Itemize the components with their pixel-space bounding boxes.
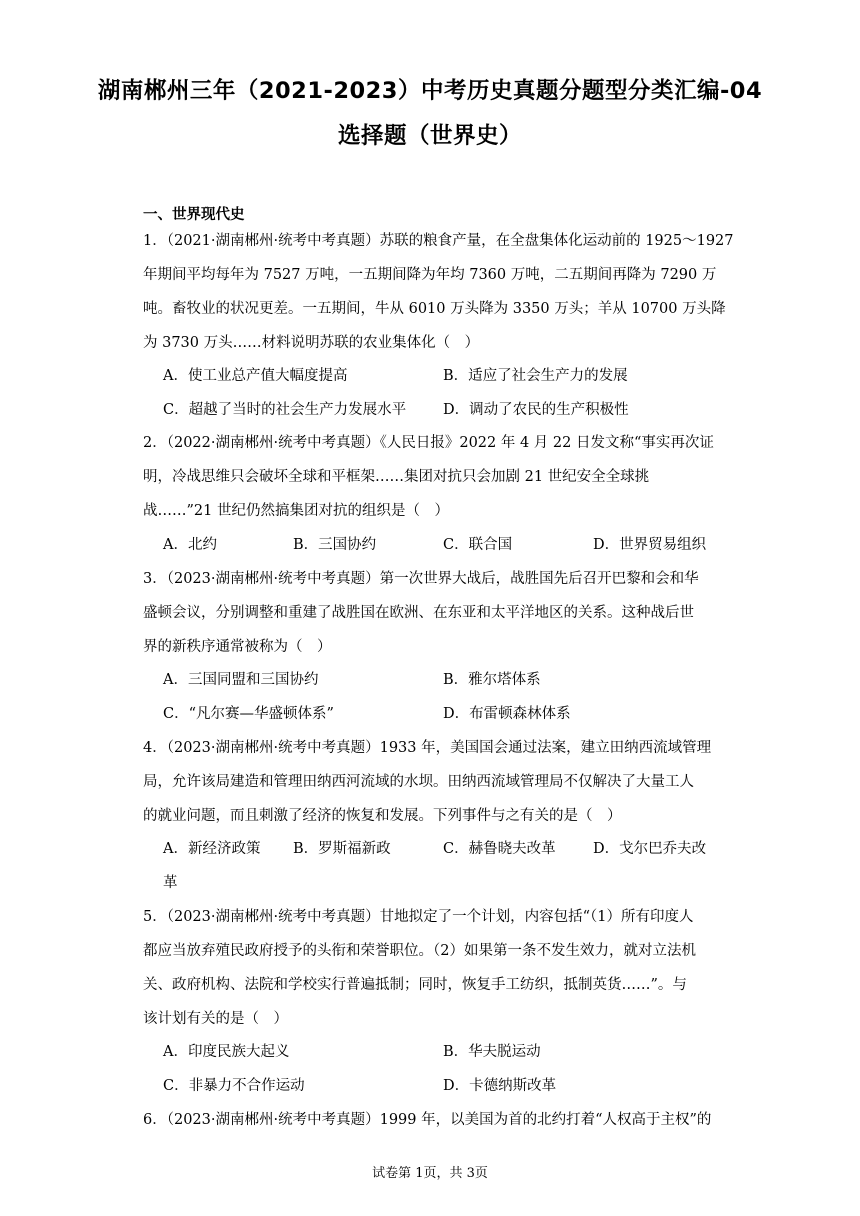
section-heading: 一、世界现代史	[143, 207, 245, 223]
question-4-option-c: C．赫鲁晓夫改革	[443, 841, 556, 857]
question-1-option-a: A．使工业总产值大幅度提高	[163, 368, 348, 384]
question-1-line-2: 年期间平均每年为 7527 万吨，一五期间降为年均 7360 万吨，二五期间再降为 7290 万	[143, 267, 717, 283]
question-5-option-c: C．非暴力不合作运动	[163, 1078, 305, 1094]
question-4-line-3: 的就业问题，而且刺激了经济的恢复和发展。下列事件与之有关的是（ ）	[143, 808, 622, 824]
question-4-option-b: B．罗斯福新政	[293, 841, 391, 857]
question-5-option-b: B．华夫脱运动	[443, 1044, 541, 1060]
question-1-line-3: 吨。畜牧业的状况更差。一五期间，牛从 6010 万头降为 3350 万头；羊从 10700 万头降	[143, 301, 726, 317]
question-2-line-3: 战……”21 世纪仍然搞集团对抗的组织是（ ）	[143, 503, 449, 519]
question-3-line-3: 界的新秩序通常被称为（ ）	[143, 639, 332, 655]
question-4-option-d-wrap: 革	[163, 875, 178, 891]
question-2-option-a: A．北约	[163, 537, 217, 553]
question-3-option-c: C．“凡尔赛—华盛顿体系”	[163, 706, 334, 722]
question-2-line-1: 2．（2022·湖南郴州·统考中考真题）《人民日报》2022 年 4 月 22 日发文称“事实再次证	[143, 435, 714, 451]
question-5-line-4: 该计划有关的是（ ）	[143, 1011, 288, 1027]
page-footer: 试卷第 1页，共 3页	[372, 1166, 488, 1181]
document-title-line1: 湖南郴州三年（2021-2023）中考历史真题分题型分类汇编-04	[97, 78, 763, 104]
question-1-option-c: C．超越了当时的社会生产力发展水平	[163, 402, 407, 418]
question-2-option-b: B．三国协约	[293, 537, 377, 553]
question-4-line-2: 局，允许该局建造和管理田纳西河流域的水坝。田纳西流域管理局不仅解决了大量工人	[143, 774, 694, 790]
question-6-line-1: 6．（2023·湖南郴州·统考中考真题）1999 年，以美国为首的北约打着“人权高于主权”的	[143, 1112, 712, 1128]
question-1-line-1: 1．（2021·湖南郴州·统考中考真题）苏联的粮食产量，在全盘集体化运动前的 1925～1927	[143, 233, 734, 249]
question-2-line-2: 明，冷战思维只会破坏全球和平框架……集团对抗只会加剧 21 世纪安全全球挑	[143, 469, 650, 485]
question-2-option-d: D．世界贸易组织	[593, 537, 707, 553]
question-4-line-1: 4．（2023·湖南郴州·统考中考真题）1933 年，美国国会通过法案，建立田纳西流域管理	[143, 740, 712, 756]
document-title-line2: 选择题（世界史）	[337, 123, 522, 149]
question-4-option-d: D．戈尔巴乔夫改	[593, 841, 707, 857]
question-3-line-1: 3．（2023·湖南郴州·统考中考真题）第一次世界大战后，战胜国先后召开巴黎和会和华	[143, 571, 699, 587]
question-2-option-c: C．联合国	[443, 537, 513, 553]
question-1-line-4: 为 3730 万头……材料说明苏联的农业集体化（ ）	[143, 335, 480, 351]
question-5-option-d: D．卡德纳斯改革	[443, 1078, 557, 1094]
question-1-option-b: B．适应了社会生产力的发展	[443, 368, 628, 384]
question-3-line-2: 盛顿会议，分别调整和重建了战胜国在欧洲、在东亚和太平洋地区的关系。这种战后世	[143, 605, 694, 621]
question-4-option-a: A．新经济政策	[163, 841, 261, 857]
question-5-line-2: 都应当放弃殖民政府授予的头衔和荣誉职位。（2）如果第一条不发生效力，就对立法机	[143, 943, 696, 959]
question-5-line-3: 关、政府机构、法院和学校实行普遍抵制；同时，恢复手工纺织，抵制英货……”。与	[143, 977, 687, 993]
question-3-option-d: D．布雷顿森林体系	[443, 706, 571, 722]
question-3-option-b: B．雅尔塔体系	[443, 672, 541, 688]
question-5-option-a: A．印度民族大起义	[163, 1044, 290, 1060]
question-1-option-d: D．调动了农民的生产积极性	[443, 402, 629, 418]
question-3-option-a: A．三国同盟和三国协约	[163, 672, 319, 688]
question-5-line-1: 5．（2023·湖南郴州·统考中考真题）甘地拟定了一个计划，内容包括“（1）所有印度人	[143, 909, 694, 925]
